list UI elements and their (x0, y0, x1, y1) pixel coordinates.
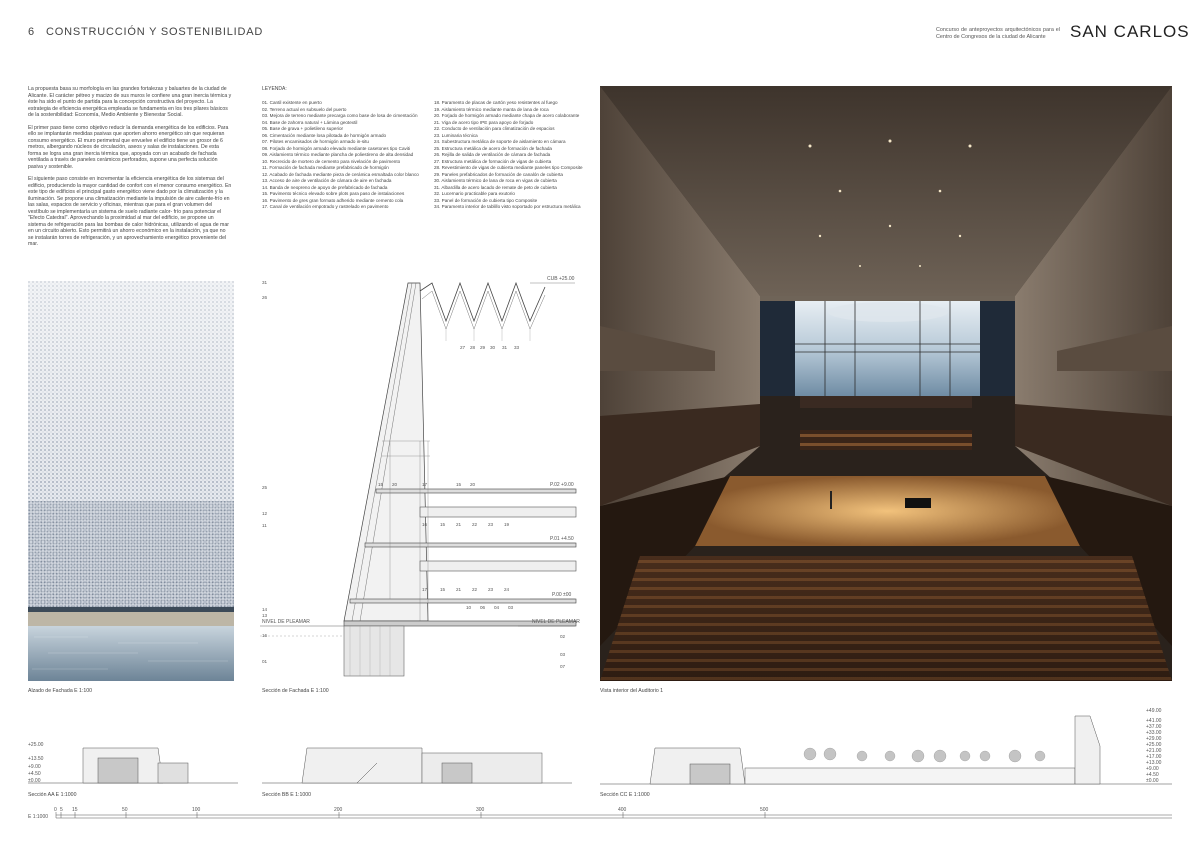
intro-paragraph: El primer paso tiene como objetivo reducir la demanda energética de los edificios. Para ello se implantarán medidas pasivas que aporten ahorro energético sin que requieran consumo energético. El muro perimetral que envuelve el edificio tiene un grosor de 6 metros, albergando núcleos de circulación, aseos y salas de instalaciones. De esta forma se logra una gran inercia térmica que, apoyada con un acabado de fachada ventilada a través de paneles cerámicos perforados, supone una perfecta solución pasiva y sostenible. (28, 124, 229, 170)
legend-item: 19. Aislamiento térmico mediante manta de lana de roca (434, 106, 549, 112)
legend-item: 12. Acabado de fachada mediante pieza de cerámica esmaltada color blanco (262, 171, 419, 177)
facade-section-drawing (260, 276, 580, 681)
legend-item: 07. Pilotes encamisados de hormigón armado in-situ (262, 139, 369, 144)
legend-item: 10. Recrecido de mortero de cemento para nivelación de pavimento (262, 158, 401, 164)
legend-item: 18. Paramento de placas de cartón yeso resistentes al fuego (434, 100, 558, 105)
svg-text:+41.00: +41.00 (1146, 718, 1162, 724)
level-label: CUB +25.00 (547, 276, 575, 282)
legend-item: 33. Panel de formación de cubierta tipo Composite (434, 197, 538, 203)
svg-text:+9.00: +9.00 (28, 764, 41, 770)
svg-text:23: 23 (488, 522, 494, 527)
legend-item: 23. Luminaria técnica (434, 132, 478, 138)
scale-bar (28, 806, 1172, 824)
section-aa-drawing (28, 738, 238, 788)
svg-text:400: 400 (618, 807, 627, 813)
legend-item: 15. Pavimento técnico elevado sobre plots para paso de instalaciones (262, 191, 405, 196)
level-label: P.02 +9.00 (550, 482, 574, 488)
svg-text:30: 30 (490, 345, 496, 350)
svg-text:03: 03 (508, 605, 514, 610)
svg-text:+21.00: +21.00 (1146, 748, 1162, 754)
svg-text:33: 33 (514, 345, 520, 350)
svg-text:14: 14 (262, 607, 268, 612)
render-caption: Vista interior del Auditorio 1 (600, 688, 664, 694)
facade-elevation-image (28, 281, 234, 681)
legend-item: 09. Aislamiento térmico mediante plancha de poliestireno de alta densidad (262, 152, 414, 157)
project-name: SAN CARLOS (1070, 22, 1190, 41)
page-number: 6 (28, 26, 35, 38)
section-aa-caption: Sección AA E 1:1000 (28, 792, 77, 798)
elevation-caption: Alzado de Fachada E 1:100 (28, 688, 93, 694)
section-cc-caption: Sección CC E 1:1000 (600, 792, 650, 798)
svg-text:+13.00: +13.00 (1146, 760, 1162, 766)
svg-text:02: 02 (560, 634, 566, 639)
svg-text:24: 24 (504, 587, 510, 592)
svg-text:21: 21 (456, 522, 462, 527)
sea-level-label-right: NIVEL DE PLEAMAR (532, 619, 580, 625)
svg-text:+37.00: +37.00 (1146, 724, 1162, 730)
legend-item: 31. Albardilla de acero lacado de remate de peto de cubierta (434, 184, 557, 190)
svg-text:+49.00: +49.00 (1146, 708, 1162, 714)
svg-text:100: 100 (192, 807, 201, 813)
svg-text:±0.00: ±0.00 (28, 778, 41, 784)
legend-item: 02. Terreno actual en subsuelo del puerto (262, 106, 347, 112)
section-caption: Sección de Fachada E 1:100 (262, 688, 329, 694)
legend-item: 34. Paramento interior de tablillo visto soportado por estructura metálica (434, 204, 581, 209)
legend-item: 28. Revestimiento de vigas de cubierta mediante paneles tipo Composite (434, 165, 583, 170)
svg-text:+13.50: +13.50 (28, 756, 44, 762)
level-label: P.00 ±00 (552, 592, 572, 598)
svg-text:22: 22 (472, 587, 478, 592)
svg-text:23: 23 (488, 587, 494, 592)
svg-text:16: 16 (262, 633, 268, 638)
svg-text:5: 5 (60, 807, 63, 813)
legend-item: 22. Conducto de ventilación para climatización de espacios (434, 126, 555, 131)
legend-item: 29. Paneles prefabricados de formación de canalón de cubierta (434, 171, 563, 177)
section-title: CONSTRUCCIÓN Y SOSTENIBILIDAD (46, 26, 264, 38)
svg-text:15: 15 (456, 482, 462, 487)
legend-column-1 (262, 100, 424, 211)
svg-text:20: 20 (392, 482, 398, 487)
legend-item: 06. Cimentación mediante losa pilotada de hormigón armado (262, 132, 387, 138)
svg-text:+25.00: +25.00 (28, 742, 44, 748)
svg-text:06: 06 (480, 605, 486, 610)
svg-text:20: 20 (470, 482, 476, 487)
intro-paragraph: La propuesta basa su morfología en las grandes fortalezas y baluartes de la ciudad de Alicante. El carácter pétreo y macizo de sus muros le confiere una gran inercia térmica y éste ha sido el punto de partida para la concepción constructiva del proyecto. La estrategia de eficiencia energética empleada se fundamenta en los tres pilares básicos de la sostenibilidad: Economía, Medio Ambiente y Bienestar Social. (28, 86, 232, 118)
legend-item: 30. Aislamiento térmico de lana de roca en vigas de cubierta (434, 178, 557, 183)
svg-text:03: 03 (560, 652, 566, 657)
svg-text:07: 07 (560, 664, 566, 669)
legend-item: 25. Estructura metálica de acero de formación de fachada (434, 145, 552, 151)
svg-text:17: 17 (422, 482, 428, 487)
legend-item: 05. Base de grava + polietileno superior (262, 126, 344, 131)
svg-text:10: 10 (466, 605, 472, 610)
legend-item: 11. Formación de fachada mediante prefabricado de hormigón (262, 165, 389, 170)
svg-text:21: 21 (456, 587, 462, 592)
svg-text:±0.00: ±0.00 (1146, 778, 1159, 784)
svg-text:200: 200 (334, 807, 343, 813)
svg-text:+29.00: +29.00 (1146, 736, 1162, 742)
svg-text:29: 29 (480, 345, 486, 350)
svg-text:50: 50 (122, 807, 128, 813)
svg-text:19: 19 (504, 522, 510, 527)
svg-text:12: 12 (262, 511, 268, 516)
contest-description: Concurso de anteproyectos arquitectónicos para el Centro de Congresos de la ciudad de Alicante (936, 27, 1060, 40)
sea-level-label-left: NIVEL DE PLEAMAR (262, 619, 310, 625)
svg-text:+25.00: +25.00 (1146, 742, 1162, 748)
legend-item: 27. Estructura metálica de formación de vigas de cubierta (434, 158, 552, 164)
svg-text:04: 04 (494, 605, 500, 610)
intro-text (28, 86, 232, 254)
svg-text:16: 16 (422, 522, 428, 527)
svg-text:+4.50: +4.50 (28, 771, 41, 777)
svg-text:01: 01 (262, 659, 268, 664)
legend-item: 04. Base de zahorra natural + Lámina geotextil (262, 119, 358, 125)
svg-text:15: 15 (440, 587, 446, 592)
legend-item: 24. Subestructura metálica de soporte de aislamiento en cámara (434, 139, 566, 144)
auditorium-render (600, 86, 1172, 681)
svg-text:300: 300 (476, 807, 485, 813)
legend-item: 16. Pavimento de gres gran formato adherido mediante cemento cola (262, 197, 404, 203)
svg-text:+17.00: +17.00 (1146, 754, 1162, 760)
svg-text:15: 15 (72, 807, 78, 813)
section-cc-drawing (600, 706, 1172, 788)
svg-text:27: 27 (460, 345, 466, 350)
legend-item: 20. Forjado de hormigón armado mediante chapa de acero colaborante (434, 113, 580, 118)
svg-text:13: 13 (262, 613, 268, 618)
legend-item: 14. Banda de neopreno de apoyo de prefabricado de fachada (262, 184, 388, 190)
section-bb-caption: Sección BB E 1:1000 (262, 792, 312, 798)
legend-item: 17. Canal de ventilación empotrado y rastrelado en pavimento (262, 204, 389, 209)
svg-text:+9.00: +9.00 (1146, 766, 1159, 772)
legend-item: 08. Forjado de hormigón armado elevado mediante casetones tipo Caviti (262, 145, 411, 151)
svg-text:31: 31 (262, 280, 268, 285)
svg-text:15: 15 (440, 522, 446, 527)
svg-text:17: 17 (422, 587, 428, 592)
legend-item: 32. Lucernario practicable para exutorio (434, 191, 515, 196)
legend-title: LEYENDA: (262, 86, 287, 92)
legend-item: 13. Acceso de aire de ventilación de cámara de aire en fachada (262, 178, 392, 183)
svg-text:31: 31 (502, 345, 508, 350)
svg-text:26: 26 (262, 295, 268, 300)
svg-text:25: 25 (262, 485, 268, 490)
legend-item: 01. Cantil existente en puerto (262, 100, 322, 105)
svg-text:+4.50: +4.50 (1146, 772, 1159, 778)
svg-text:11: 11 (262, 523, 267, 528)
svg-text:28: 28 (470, 345, 476, 350)
legend-item: 26. Rejilla de salida de ventilación de cámara de fachada (434, 152, 551, 157)
legend-item: 21. Viga de acero tipo IPE para apoyo de forjado (434, 119, 534, 125)
svg-text:15: 15 (378, 482, 384, 487)
svg-text:0: 0 (54, 807, 57, 813)
svg-text:22: 22 (472, 522, 478, 527)
scale-label: E 1:1000 (28, 814, 49, 820)
legend-column-2 (434, 100, 596, 211)
level-label: P.01 +4.50 (550, 536, 574, 542)
intro-paragraph: El siguiente paso consiste en incrementar la eficiencia energética de los sistemas del edificio, produciendo la mayor cantidad de confort con el menor consumo energético. En este tipo de edificios el principal gasto energético viene dado por la climatización y la iluminación. Se propone una climatización mediante la impulsión de aire caliente-frío en las salas, espacios de servicio y oficinas, mientras que para el gran volumen del vestíbulo se implementaría un sistema de suelo radiante calor- frío para potenciar el "Efecto Catedral". Aprovechando la proximidad al mar del edificio, se propone un sistema de refrigeración para las bombas de calor hidrónicas, utilizando el agua de mar en un circuito abierto. Esto permitirá un ahorro económico en la instalación, ya que no se instalarán torres de refrigeración, y un aprovechamiento energético proveniente del mar. (28, 176, 232, 247)
svg-text:+33.00: +33.00 (1146, 730, 1162, 736)
svg-text:500: 500 (760, 807, 769, 813)
legend-item: 03. Mejora de terreno mediante precarga como base de losa de cimentación (262, 113, 418, 118)
section-bb-drawing (262, 738, 572, 788)
